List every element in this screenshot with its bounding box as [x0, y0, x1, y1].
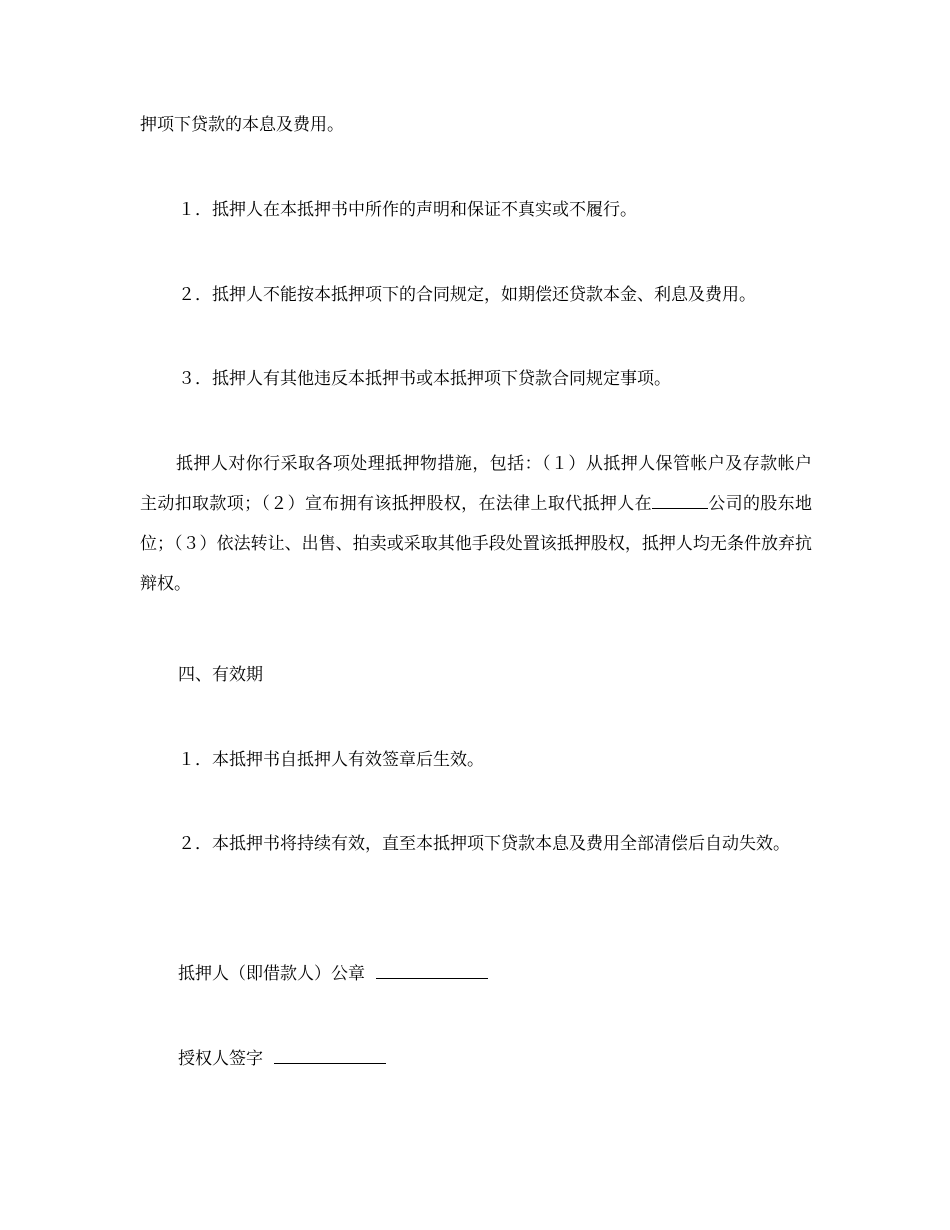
- validity-item-1: １．本抵押书自抵押人有效签章后生效。: [178, 750, 484, 770]
- remedy-paragraph-part1: 抵押人对你行采取各项处理抵押物措施，包括：（１）从抵押人保管帐户及存款帐户主动扣取款项；（２）宣布拥有该抵押股权，在法律上取代抵押人在: [140, 454, 812, 514]
- remedy-paragraph-part2: 公司的股东地位；（３）依法转让、出售、拍卖或采取其他手段处置该抵押股权，抵押人均无条件放弃抗辩权。: [140, 494, 813, 594]
- signer-label: 授权人签字: [178, 1049, 263, 1069]
- signer-signature-line: [178, 1048, 386, 1070]
- signer-blank: [274, 1049, 386, 1064]
- section-heading-validity: 四、有效期: [178, 665, 263, 685]
- validity-item-2: ２．本抵押书将持续有效，直至本抵押项下贷款本息及费用全部清偿后自动失效。: [178, 834, 790, 854]
- default-item-2: ２．抵押人不能按本抵押项下的合同规定，如期偿还贷款本金、利息及费用。: [178, 285, 756, 305]
- seal-label: 抵押人（即借款人）公章: [178, 964, 365, 984]
- default-item-1: １．抵押人在本抵押书中所作的声明和保证不真实或不履行。: [178, 200, 637, 220]
- seal-signature-line: [178, 963, 488, 985]
- seal-blank: [376, 964, 488, 979]
- continuation-text: 押项下贷款的本息及费用。: [140, 115, 344, 135]
- company-name-blank: [652, 494, 708, 509]
- default-item-3: ３．抵押人有其他违反本抵押书或本抵押项下贷款合同规定事项。: [178, 369, 671, 389]
- remedy-paragraph: [140, 444, 812, 604]
